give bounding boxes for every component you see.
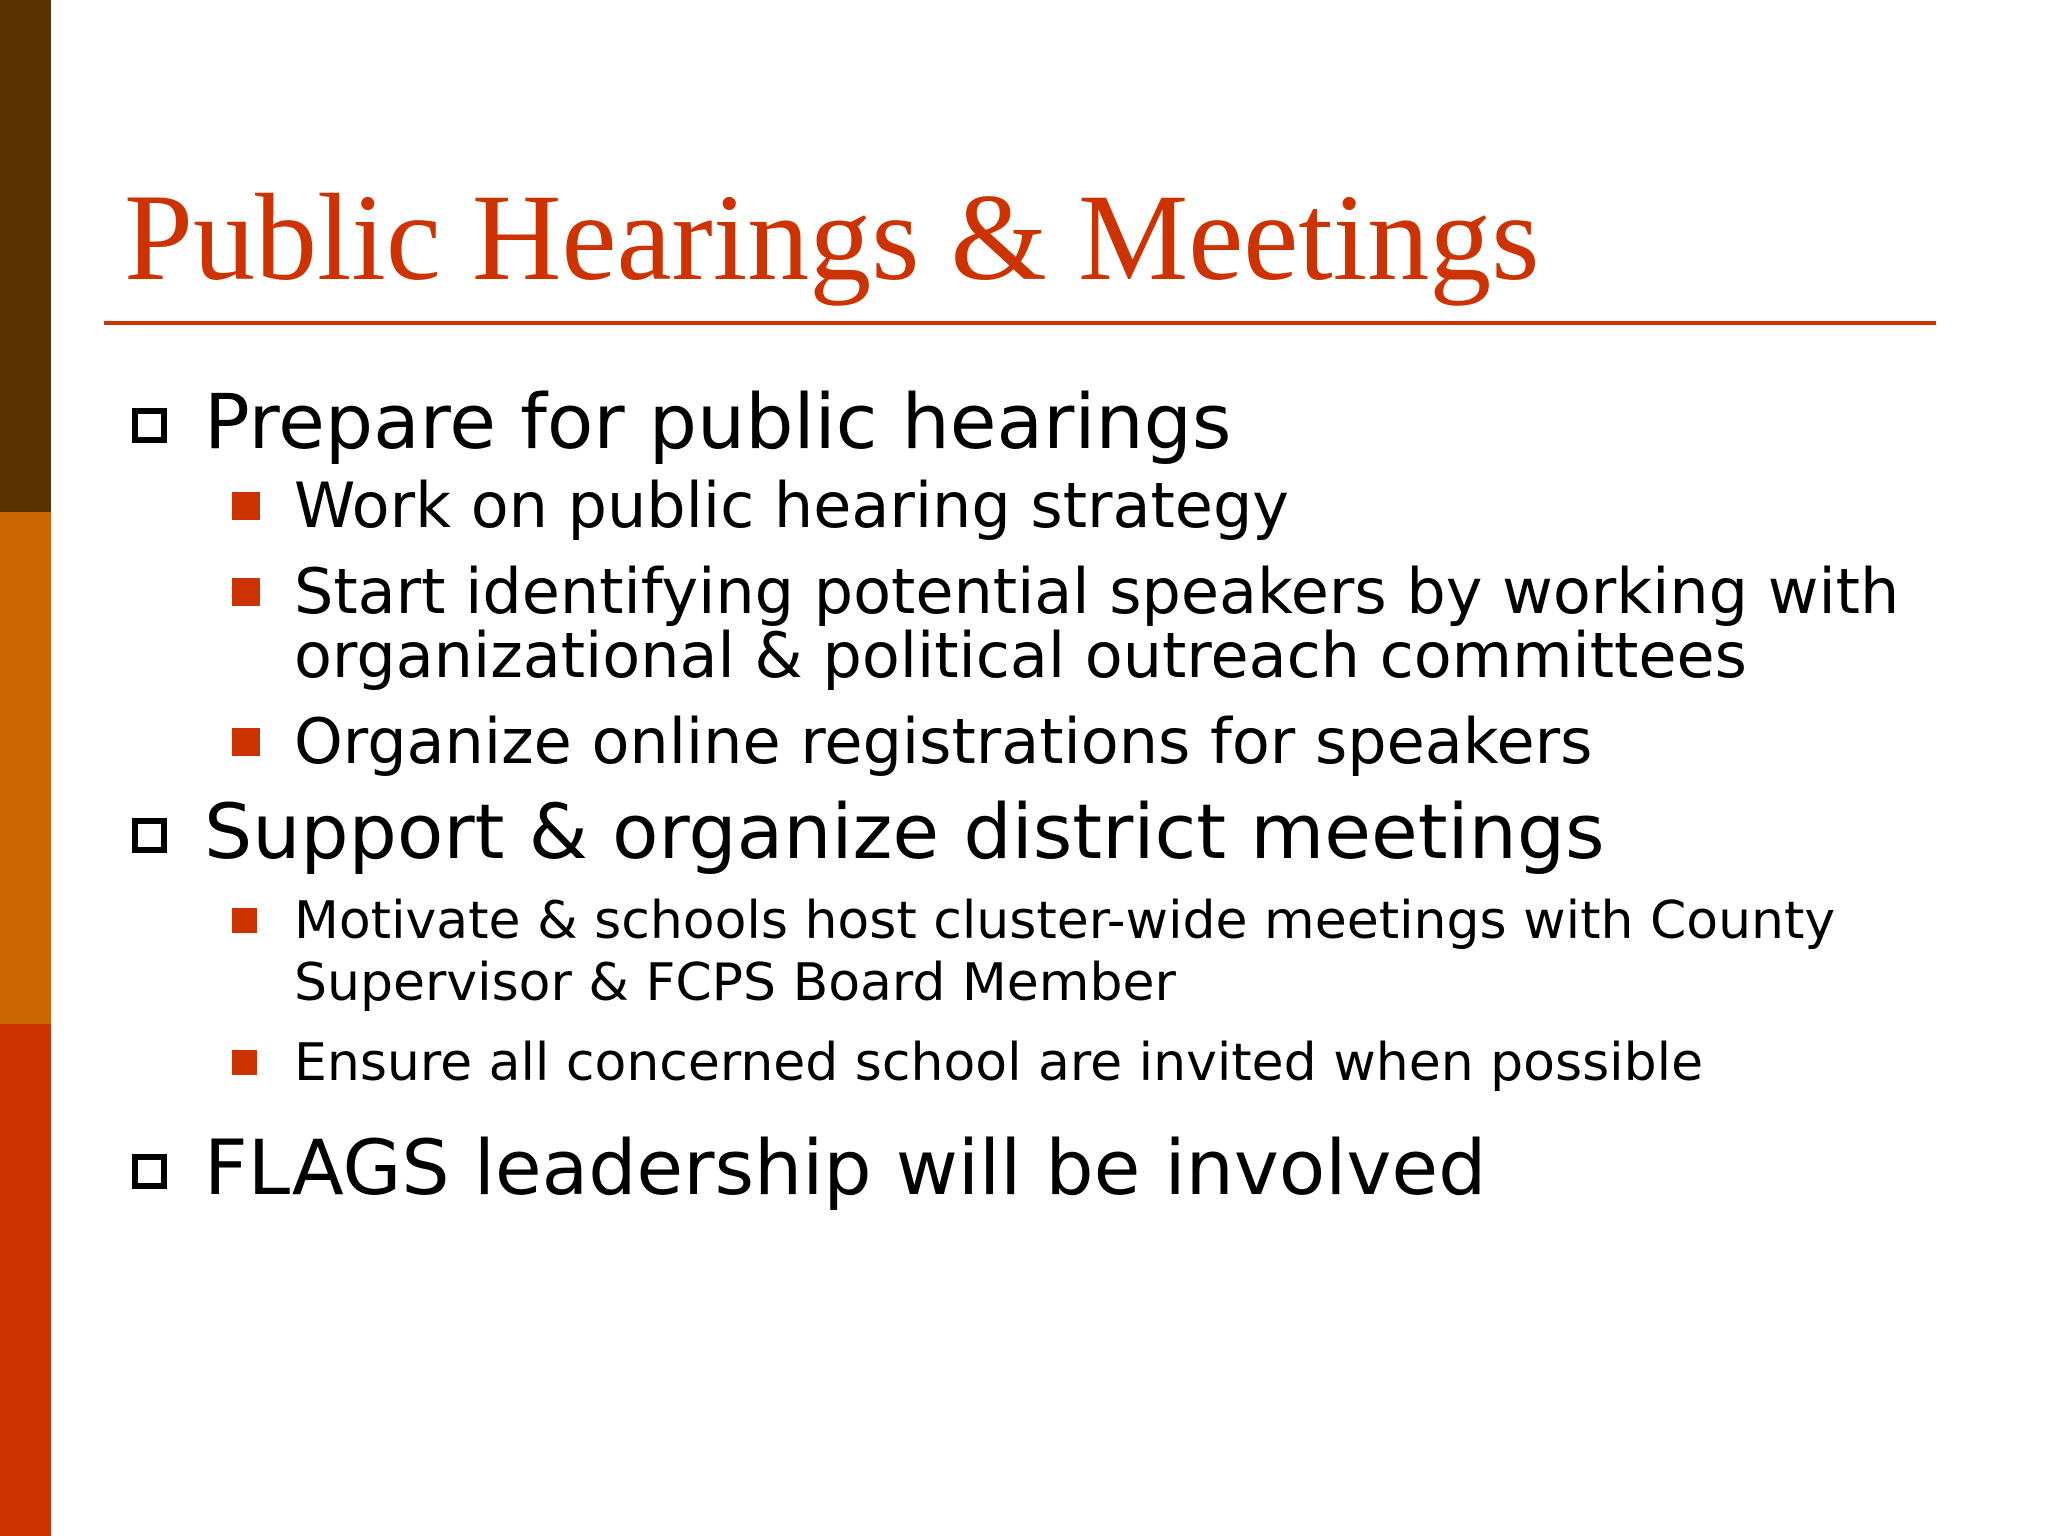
filled-square-bullet-icon — [232, 492, 260, 520]
sub-bullet-cluster-meetings — [294, 890, 1958, 1014]
slide-title: Public Hearings & Meetings — [124, 169, 1540, 306]
sub-bullet-online-registrations — [294, 705, 1958, 778]
title-underline — [104, 321, 1936, 325]
filled-square-bullet-icon — [232, 578, 260, 606]
sub-bullet-text: Work on public hearing strategy — [294, 469, 1289, 542]
sub-bullet-text: Start identifying potential speakers by working with organizational & political outreach committees — [294, 555, 1900, 692]
sub-bullet-text: Motivate & schools host cluster-wide meetings with County Supervisor & FCPS Board Member — [294, 891, 1836, 1013]
sub-bullet-identify-speakers — [294, 555, 1958, 692]
filled-square-bullet-icon — [232, 908, 257, 933]
bullet-district-meetings — [128, 788, 1958, 876]
filled-square-bullet-icon — [232, 728, 260, 756]
sub-bullet-invite-schools — [294, 1032, 1958, 1094]
sub-bullet-text: Ensure all concerned school are invited when possible — [294, 1033, 1704, 1093]
bullet-list — [128, 378, 1958, 1212]
filled-square-bullet-icon — [232, 1050, 257, 1075]
bullet-text: Prepare for public hearings — [204, 377, 1232, 466]
bullet-text: FLAGS leadership will be involved — [204, 1123, 1487, 1212]
sub-bullet-text: Organize online registrations for speakers — [294, 705, 1593, 778]
decor-bar-bottom — [0, 1024, 51, 1536]
bullet-text: Support & organize district meetings — [204, 787, 1605, 876]
bullet-prepare-hearings — [128, 378, 1958, 466]
hollow-square-bullet-icon — [132, 818, 167, 853]
hollow-square-bullet-icon — [132, 1154, 167, 1189]
sub-bullet-hearing-strategy — [294, 469, 1958, 542]
decor-bar-top — [0, 0, 51, 512]
hollow-square-bullet-icon — [132, 408, 167, 443]
decor-bar-middle — [0, 512, 51, 1024]
bullet-flags-leadership — [128, 1124, 1958, 1212]
